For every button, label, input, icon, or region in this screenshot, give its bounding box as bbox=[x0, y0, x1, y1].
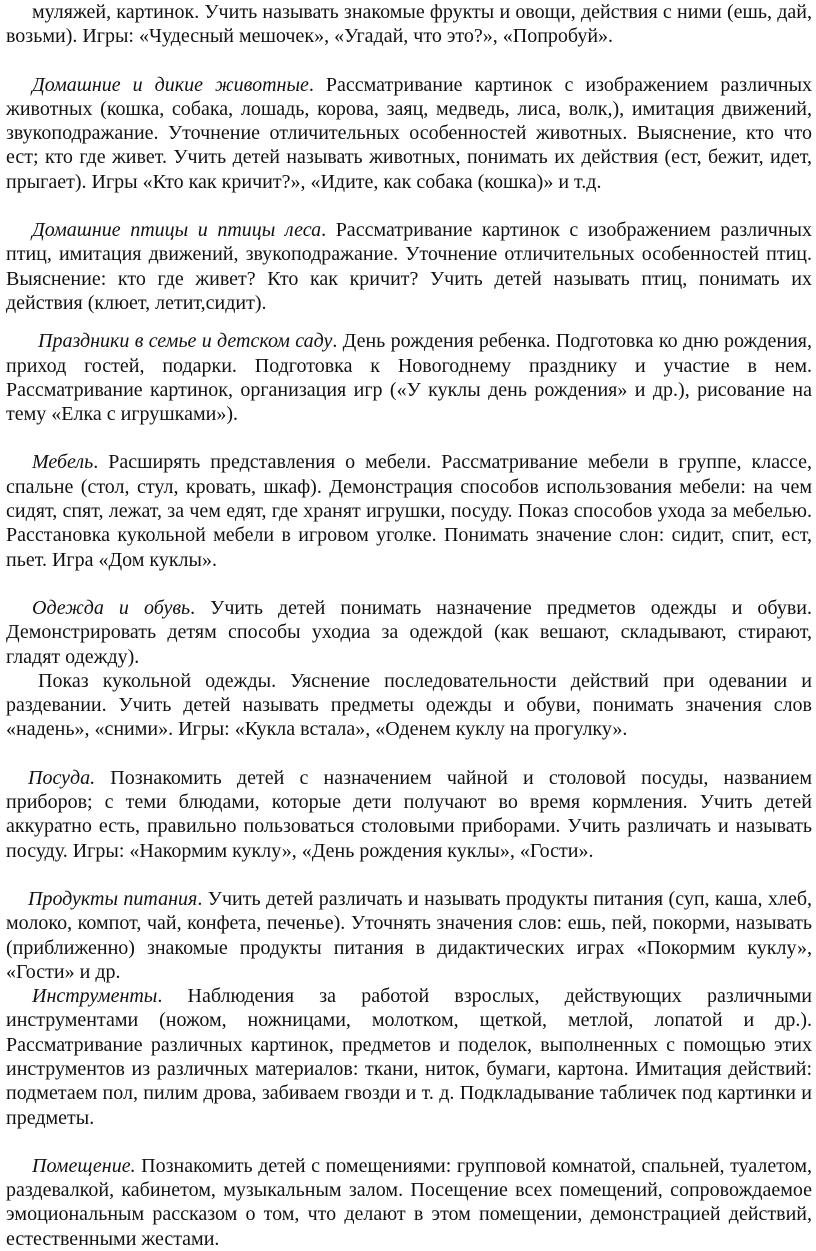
section-heading: Посуда. bbox=[28, 766, 96, 789]
paragraph-text: муляжей, картинок. Учить называть знакомые фрукты и овощи, действия с ними (ешь, дай, возьми). Игры: «Чудесный мешочек», «Угадай, что это?», «Попробуй». bbox=[6, 1, 812, 48]
paragraph-text: . Рассматривание картинок с изображением различных животных (кошка, собака, лошадь, корова, заяц, медведь, лиса, волк,), имитация движений, звукоподражание. Уточнение отличительных особенностей животных. Выяснение, кто что ест; кто где живет. Учить детей называть животных, понимать их действия (ест, бежит, идет, прыгает). Игры «Кто как кричит?», «Идите, как собака (кошка)» и т.д. bbox=[6, 73, 813, 193]
section-heading: Инструменты bbox=[32, 985, 158, 1008]
paragraph-tools bbox=[6, 984, 812, 1130]
paragraph-rooms bbox=[6, 1154, 812, 1251]
paragraph-text: . Наблюдения за работой взрослых, действующих различными инструментами (ножом, ножницами, молотком, щеткой, метлой, лопатой и др.). Рассматривание различных картинок, предметов и поделок, выполненных с помощью этих инструментов из различных материалов: ткани, ниток, бумаги, картона. Имитация действий: подметаем пол, пилим дрова, забиваем гвозди и т. д. Подкладывание табличек под картинки и предметы. bbox=[6, 985, 812, 1129]
section-heading: Праздники в семье и детском саду bbox=[38, 330, 333, 353]
paragraph-animals bbox=[6, 73, 812, 194]
paragraph-text: . Учить детей понимать назначение предметов одежды и обуви. Демонстрировать детям способы уходиа за одеждой (как вешают, складывают, стирают, гладят одежду). bbox=[6, 596, 812, 668]
section-heading: Мебель bbox=[32, 451, 94, 474]
section-heading: Одежда и обувь bbox=[32, 596, 191, 619]
paragraph-text: Познакомить детей с помещениями: групповой комнатой, спальней, туалетом, раздевалкой, кабинетом, музыкальным залом. Посещение всех помещений, сопровождаемое эмоциональным рассказом о том, что делают в этом помещении, демонстрацией действий, естественными жестами. bbox=[6, 1154, 812, 1250]
paragraph-food bbox=[6, 887, 812, 984]
paragraph-text: Показ кукольной одежды. Уяснение последовательности действий при одевании и раздевании. Учить детей называть предметы одежды и обуви, понимать значения слов «надень», «сними». Игры: «Кукла встала», «Оденем куклу на прогулку». bbox=[6, 669, 812, 741]
paragraph-text: . Рассматривание картинок с изображением различных птиц, имитация движений, звукоподражание. Уточнение отличительных особенностей птиц. Выяснение: кто где живет? Кто как кричит? Учить детей называть птиц, понимать их действия (клюет, летит,сидит). bbox=[6, 219, 812, 314]
section-heading: Домашние и дикие животные bbox=[32, 73, 309, 96]
section-heading: Продукты питания bbox=[28, 887, 198, 910]
paragraph-clothing bbox=[6, 596, 812, 669]
paragraph-birds bbox=[6, 218, 812, 315]
paragraph-furniture bbox=[6, 450, 812, 571]
section-heading: Помещение. bbox=[32, 1154, 136, 1177]
paragraph-text: Познакомить детей с назначением чайной и столовой посуды, названием приборов; с теми блюдами, которые дети получают во время кормления. Учить детей аккуратно есть, правильно пользоваться столовыми приборами. Учить различать и называть посуду. Игры: «Накормим куклу», «День рождения куклы», «Гости». bbox=[6, 766, 812, 862]
document-page bbox=[6, 0, 812, 1251]
paragraph-dishes bbox=[6, 766, 812, 863]
paragraph-text: . Расширять представления о мебели. Рассматривание мебели в группе, классе, спальне (стол, стул, кровать, шкаф). Демонстрация способов использования мебели: на чем сидят, спят, лежат, за чем едят, где хранят игрушки, посуду. Показ способов ухода за мебелью. Расстановка кукольной мебели в игровом уголке. Понимать значение слон: сидит, спит, ест, пьет. Игра «Дом куклы». bbox=[6, 451, 812, 571]
paragraph-holidays bbox=[6, 329, 812, 426]
paragraph-text: . Учить детей различать и называть продукты питания (суп, каша, хлеб, молоко, компот, чай, конфета, печенье). Уточнять значения слов: ешь, пей, покорми, называть (приближенно) знакомые продукты питания в дидактических играх «Покормим куклу», «Гости» и др. bbox=[6, 887, 812, 983]
section-heading: Домашние птицы и птицы леса bbox=[32, 219, 322, 242]
paragraph-doll-clothing bbox=[6, 669, 812, 742]
paragraph-fruits-vegetables bbox=[6, 0, 812, 49]
paragraph-text: . День рождения ребенка. Подготовка ко дню рождения, приход гостей, подарки. Подготовка к Новогоднему празднику и участие в нем. Рассматривание картинок, организация игр («У куклы день рождения» и др.), рисование на тему «Елка с игрушками»). bbox=[6, 330, 812, 426]
